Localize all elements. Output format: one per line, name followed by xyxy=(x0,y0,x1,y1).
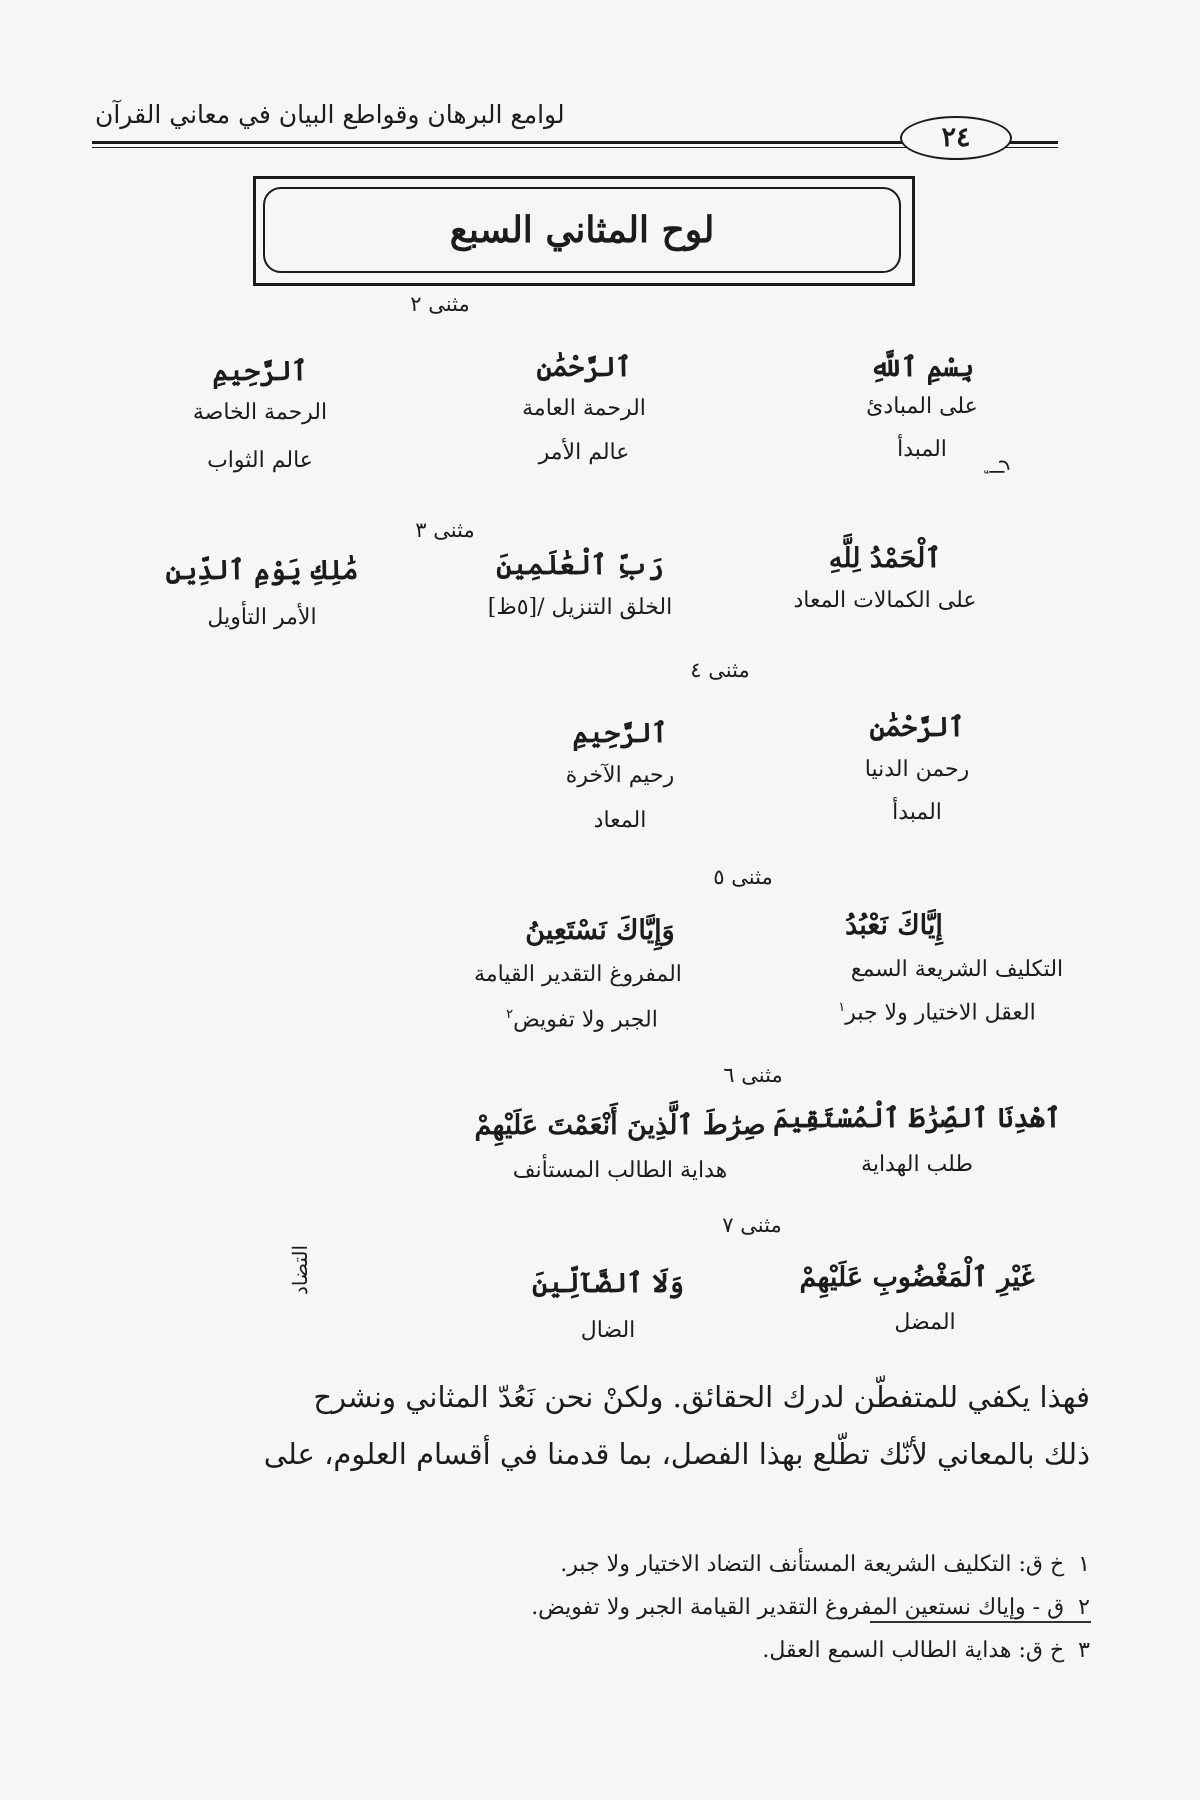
gloss-r1-c3-a: الرحمة الخاصة xyxy=(192,400,328,425)
gloss-r5-c1-a: طلب الهداية xyxy=(861,1152,973,1177)
verse-r2-c3: مَٰلِكِ يَوْمِ ٱلدِّينِ xyxy=(165,555,359,586)
label-mathna-6: مثنى ٦ xyxy=(723,1063,783,1087)
running-title: لوامع البرهان وقواطع البيان في معاني القرآن xyxy=(95,100,565,129)
gloss-r4-c2-a: المفروغ التقدير القيامة xyxy=(474,962,682,987)
verse-r1-c2: ٱلرَّحْمَٰنِ xyxy=(536,352,632,383)
label-mathna-7: مثنى ٧ xyxy=(722,1213,782,1237)
gloss-r3-c1-b: المبدأ xyxy=(892,800,942,825)
label-mathna-2: مثنى ٢ xyxy=(410,292,470,316)
label-mathna-3: مثنى ٣ xyxy=(415,518,475,542)
verse-r5-c1: ٱهْدِنَا ٱلصِّرَٰطَ ٱلْمُسْتَقِيمَ xyxy=(773,1103,1061,1134)
gloss-r2-c1-a: على الكمالات المعاد xyxy=(793,588,977,613)
margin-note-right: رأ xyxy=(985,459,1010,475)
gloss-r3-c1-a: رحمن الدنيا xyxy=(864,757,970,782)
gloss-r5-c2-a: هداية الطالب المستأنف xyxy=(512,1158,728,1183)
page-number: ٢٤ xyxy=(900,116,1012,160)
verse-r2-c1: ٱلْحَمْدُ لِلَّهِ xyxy=(828,543,942,574)
footnote-3: ٣ خ ق: هداية الطالب السمع العقل. xyxy=(762,1638,1090,1663)
gloss-r3-c2-b: المعاد xyxy=(593,808,647,833)
gloss-r1-c1-a: على المبادئ xyxy=(866,394,978,419)
verse-r2-c2: رَبِّ ٱلْعَٰلَمِينَ xyxy=(496,550,664,581)
verse-r4-c1: إِيَّاكَ نَعْبُدُ xyxy=(845,910,943,941)
verse-r3-c2: ٱلرَّحِيمِ xyxy=(572,718,668,749)
gloss-r6-c1-a: المضل xyxy=(894,1310,956,1335)
label-mathna-5: مثنى ٥ xyxy=(713,865,773,889)
gloss-r4-c1-b: العقل الاختيار ولا جبر$^١$ xyxy=(838,1000,1036,1026)
gloss-r4-c2-b: الجبر ولا تفويض$^٢$ xyxy=(506,1007,658,1033)
footnote-rule xyxy=(870,1621,1091,1623)
gloss-r2-c3-a: الأمر التأويل xyxy=(207,605,317,630)
footnote-ref-1[interactable]: ١ xyxy=(838,1000,846,1015)
gloss-r1-c3-b: عالم الثواب xyxy=(207,448,313,473)
gloss-r2-c2-a: الخلق التنزيل /[٥ظ] xyxy=(487,595,673,620)
gloss-r6-c2-a: الضال xyxy=(580,1318,636,1343)
verse-r6-c1: غَيْرِ ٱلْمَغْضُوبِ عَلَيْهِمْ xyxy=(799,1262,1035,1293)
footnote-1: ١ خ ق: التكليف الشريعة المستأنف التضاد الاختيار ولا جبر. xyxy=(560,1552,1090,1577)
label-mathna-4: مثنى ٤ xyxy=(690,658,750,682)
footnote-ref-2[interactable]: ٢ xyxy=(506,1007,514,1022)
gloss-r3-c2-a: رحيم الآخرة xyxy=(565,763,675,788)
verse-r3-c1: ٱلرَّحْمَٰنِ xyxy=(869,712,965,743)
gloss-r1-c1-b: المبدأ xyxy=(897,437,947,462)
gloss-r4-c1-a: التكليف الشريعة السمع xyxy=(850,957,1064,982)
gloss-r1-c2-a: الرحمة العامة xyxy=(522,396,646,421)
verse-r4-c2: وَإِيَّاكَ نَسْتَعِينُ xyxy=(525,915,675,946)
page-title: لوح المثاني السبع xyxy=(263,187,901,273)
verse-r6-c2: وَلَا ٱلضَّآلِّينَ xyxy=(532,1268,684,1299)
verse-r1-c3: ٱلرَّحِيمِ xyxy=(212,356,308,387)
gloss-r1-c2-b: عالم الأمر xyxy=(538,440,630,465)
margin-note-left: التضاد xyxy=(288,1244,313,1296)
verse-r1-c1: بِسْمِ ٱللَّهِ xyxy=(869,352,975,383)
body-line-1: فهذا يكفي للمتفطّن لدرك الحقائق. ولكنْ نحن نَعُدّ المثاني ونشرح xyxy=(313,1380,1090,1414)
footnote-2: ٢ ق - وإياك نستعين المفروغ التقدير القيامة الجبر ولا تفويض. xyxy=(531,1595,1090,1620)
body-line-2: ذلك بالمعاني لأنّك تطّلع بهذا الفصل، بما قدمنا في أقسام العلوم، على xyxy=(263,1437,1090,1471)
verse-r5-c2: صِرَٰطَ ٱلَّذِينَ أَنْعَمْتَ عَلَيْهِمْ xyxy=(474,1110,766,1141)
